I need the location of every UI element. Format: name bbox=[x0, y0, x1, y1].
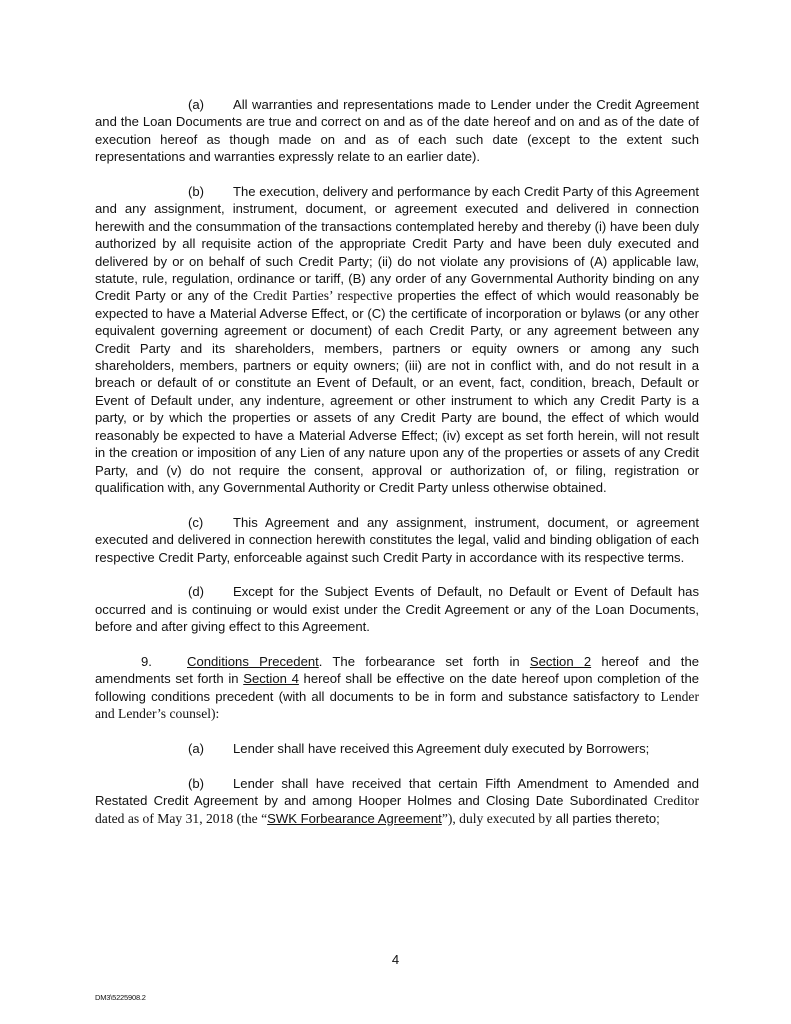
page-number: 4 bbox=[391, 952, 400, 967]
paragraph-text: Except for the Subject Events of Default, no Default or Event of Default has occurred and is continuing or would exist under the Credit Agreement or any of the Loan Documents, before and after giving effect to this Agreement. bbox=[95, 584, 699, 635]
item-text: Lender shall have received this Agreement duly executed by Borrowers; bbox=[233, 740, 650, 756]
paragraph-label: (c) bbox=[188, 514, 204, 530]
document-body bbox=[95, 96, 699, 844]
paragraph-label: (a) bbox=[188, 97, 205, 112]
item-text: all parties thereto; bbox=[552, 810, 660, 826]
paragraph-text: All warranties and representations made to Lender under the Credit Agreement and the Loan Documents are true and correct on and as of the date hereof and on and as of the date of execution hereof as though made on and as of each such date (except to the extent such representations and warranties expressly relate to an earlier date). bbox=[95, 97, 699, 165]
section-reference: Section 2 bbox=[529, 653, 592, 669]
paragraph-d bbox=[95, 583, 699, 635]
section-heading: Conditions Precedent bbox=[187, 653, 319, 669]
defined-term: SWK Forbearance Agreement bbox=[267, 810, 442, 826]
item-text: Creditor dated as of May 31, 2018 (the “ bbox=[95, 793, 699, 826]
section-text: . The forbearance set forth in bbox=[318, 653, 530, 669]
item-text: ”), duly executed by bbox=[441, 810, 553, 826]
section-text: hereof shall be effective on the date hereof upon completion of the following conditions precedent (with all documents to be in form and substance satisfactory to bbox=[95, 671, 700, 704]
paragraph-b bbox=[95, 183, 699, 496]
paragraph-text: This Agreement and any assignment, instrument, document, or agreement executed and delivered in connection herewith constitutes the legal, valid and binding obligation of each respective Credit Party, enforceable against such Credit Party in accordance with its respective terms. bbox=[95, 514, 699, 565]
paragraph-text: properties the effect of which would reasonably be expected to have a Material Adverse Effect, or (C) the certificate of incorporation or bylaws (or any other equivalent governing agreement or document) of each Credit Party, or any agreement between any Credit Party and its shareholders, members, partners or equity owners or among any such shareholders, members, partners or equity owners; (iii) are not in conflict with, and do not result in a breach or default of or constitute an Event of Default, or an event, fact, condition, breach, Default or Event of Default under, any indenture, agreement or other instrument to which any Credit Party is a party, or by which the properties or assets of any Credit Party are bound, the effect of which would reasonably be expected to have a Material Adverse Effect; (iv) except as set forth herein, will not result in the creation or imposition of any Lien of any nature upon any of the properties or assets of any Credit Party, and (v) do not require the consent, approval or authorization of, or filing, registration or qualification with, any Governmental Authority or Credit Party unless otherwise obtained. bbox=[95, 288, 699, 495]
item-label: (a) bbox=[188, 740, 205, 756]
item-label: (b) bbox=[188, 775, 205, 791]
condition-item-b bbox=[95, 775, 699, 827]
section-9 bbox=[95, 653, 699, 723]
paragraph-label: (d) bbox=[188, 584, 205, 600]
section-reference: Section 4 bbox=[243, 671, 299, 687]
paragraph-text: Credit Parties’ respective bbox=[253, 288, 393, 304]
condition-item-a bbox=[95, 740, 699, 757]
document-id: DM3\5225908.2 bbox=[95, 993, 146, 1002]
paragraph-c bbox=[95, 514, 699, 566]
paragraph-label: (b) bbox=[188, 184, 205, 200]
section-text: Lender and Lender’s counsel): bbox=[95, 688, 699, 722]
paragraph-text: The execution, delivery and performance by each Credit Party of this Agreement and any assignment, instrument, document, or agreement executed and delivered in connection herewith and the consummation of the transactions contemplated hereby and thereby (i) have been duly authorized by all requisite action of the appropriate Credit Party and have been duly executed and delivered by or on behalf of such Credit Party; (ii) do not violate any provisions of (A) applicable law, statute, rule, regulation, ordinance or tariff, (B) any order of any Governmental Authority binding on any Credit Party or any of the bbox=[95, 184, 699, 304]
section-number: 9. bbox=[141, 653, 152, 669]
item-text: Lender shall have received that certain Fifth Amendment to Amended and Restated Credit Agreement by and among Hooper Holmes and Closing Date Subordinated bbox=[95, 775, 699, 809]
section-text: hereof and the amendments set forth in bbox=[95, 653, 700, 687]
paragraph-a bbox=[95, 96, 699, 166]
